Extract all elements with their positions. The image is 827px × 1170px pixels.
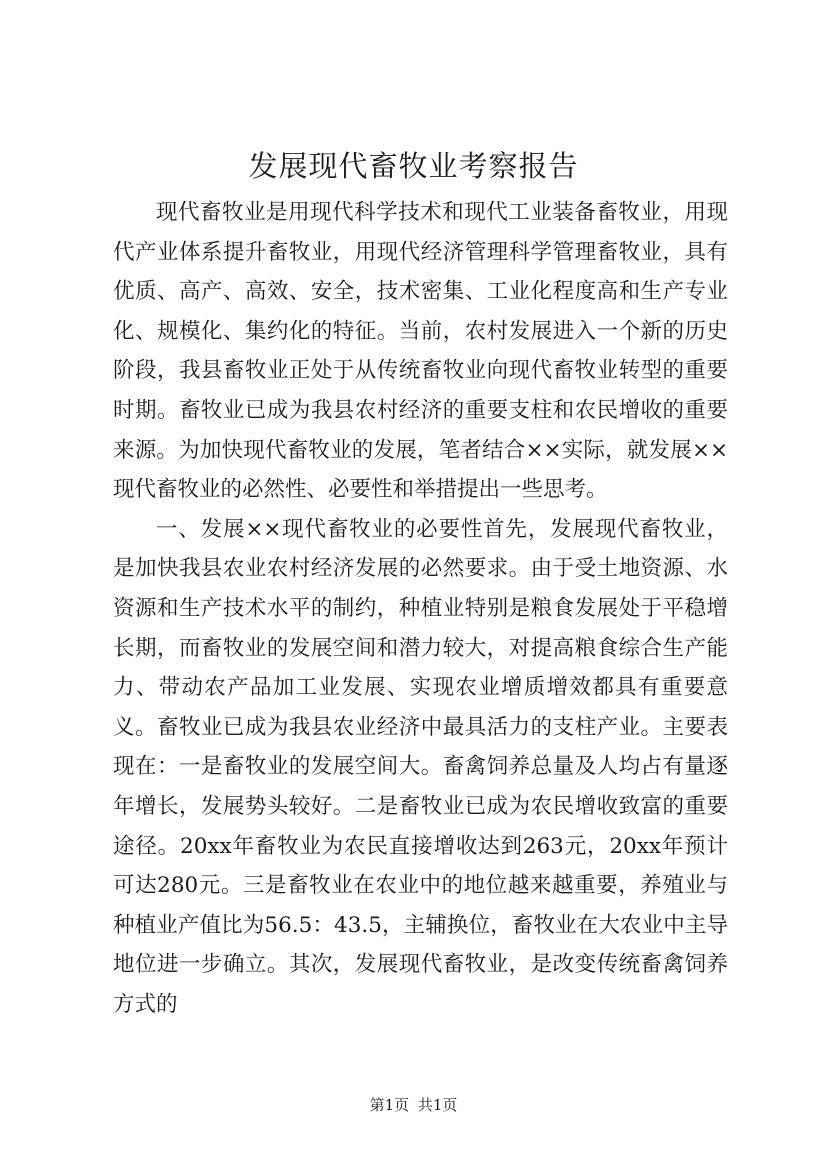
page-footer	[0, 1095, 827, 1115]
document-title: 发展现代畜牧业考察报告	[248, 149, 579, 183]
paragraph-necessity: 一、发展××现代畜牧业的必要性首先，发展现代畜牧业，是加快我县农业农村经济发展的必然要求。由于受土地资源、水资源和生产技术水平的制约，种植业特别是粮食发展处于平稳增长期，而畜牧业的发展空间和潜力较大，对提高粮食综合生产能力、带动农产品加工业发展、实现农业增质增效都具有重要意义。畜牧业已成为我县农业经济中最具活力的支柱产业。主要表现在：一是畜牧业的发展空间大。畜禽饲养总量及人均占有量逐年增长，发展势头较好。二是畜牧业已成为农民增收致富的重要途径。20xx年畜牧业为农民直接增收达到263元，20xx年预计可达280元。三是畜牧业在农业中的地位越来越重要，养殖业与种植业产值比为56.5：43.5，主辅换位，畜牧业在大农业中主导地位进一步确立。其次，发展现代畜牧业，是改变传统畜禽饲养方式的	[113, 516, 728, 1017]
page-number: 第1页	[369, 1096, 410, 1114]
paragraph-intro: 现代畜牧业是用现代科学技术和现代工业装备畜牧业，用现代产业体系提升畜牧业，用现代经济管理科学管理畜牧业，具有优质、高产、高效、安全，技术密集、工业化程度高和生产专业化、规模化、集约化的特征。当前，农村发展进入一个新的历史阶段，我县畜牧业正处于从传统畜牧业向现代畜牧业转型的重要时期。畜牧业已成为我县农村经济的重要支柱和农民增收的重要来源。为加快现代畜牧业的发展，笔者结合××实际，就发展××现代畜牧业的必然性、必要性和举措提出一些思考。	[113, 200, 728, 503]
document-body	[113, 193, 728, 1024]
page-total: 共1页	[417, 1096, 458, 1114]
